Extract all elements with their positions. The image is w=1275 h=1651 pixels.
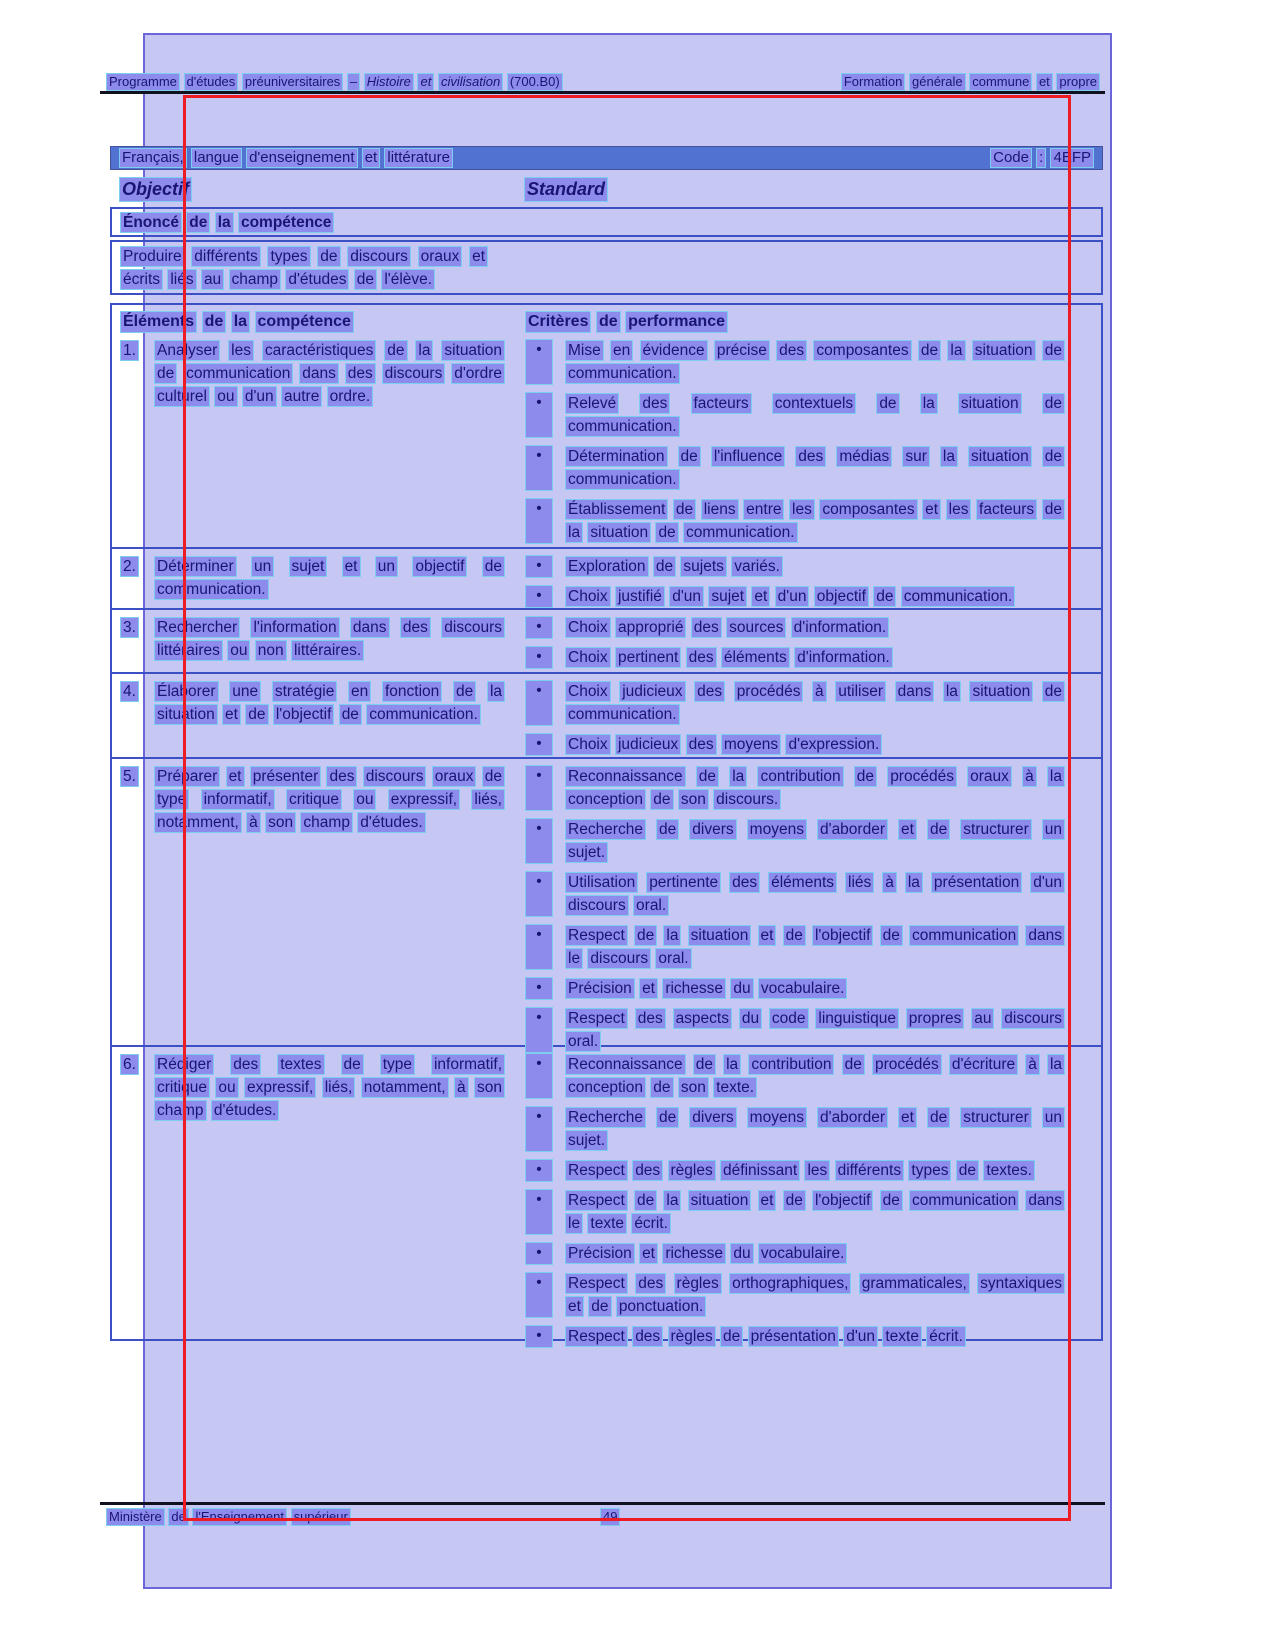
criterion-item [525,392,1065,438]
bullet-icon: • [525,1007,553,1053]
criterion-text: Respect des règles définissant les différents types de textes. [565,1159,1065,1182]
criteria-column-header: Critères de performance [525,311,728,333]
criterion-text: Reconnaissance de la contribution de procédés oraux à la conception de son discours. [565,765,1065,811]
criterion-text: Choix judicieux des procédés à utiliser dans la situation de communication. [565,680,1065,726]
enonce-statement-box [110,240,1103,295]
criterion-text: Respect de la situation et de l'objectif de communication dans le texte écrit. [565,1189,1065,1235]
footer-ministry: Ministère de l'Enseignement supérieur [106,1507,351,1526]
criterion-item [525,1189,1065,1235]
criteria-cell [525,339,1065,544]
bullet-icon: • [525,1242,553,1265]
criterion-item [525,339,1065,385]
row-separator [112,608,1101,610]
element-cell [120,680,505,726]
element-cell [120,1053,505,1122]
enonce-heading-box [110,207,1103,237]
criteria-cell [525,765,1065,1053]
bullet-icon: • [525,445,553,491]
header-rule [100,91,1105,94]
subject-title-bar [110,146,1103,170]
header-formation-label: Formation générale commune et propre [841,72,1100,91]
elements-column-header: Éléments de la compétence [120,311,354,333]
header-program-course: Histoire et civilisation [364,74,503,89]
criterion-item [525,555,1065,578]
standard-label: Standard [524,177,608,202]
course-code: Code : 4EFP [990,148,1094,169]
criterion-text: Choix pertinent des éléments d'information. [565,646,1065,669]
criterion-text: Détermination de l'influence des médias sur la situation de communication. [565,445,1065,491]
element-number: 6. [120,1053,150,1122]
criterion-text: Choix justifié d'un sujet et d'un objectif de communication. [565,585,1065,608]
element-text: Rédiger des textes de type informatif, critique ou expressif, liés, notamment, à son champ d'études. [154,1053,505,1122]
criterion-item [525,733,1065,756]
row-separator [112,547,1101,549]
enonce-statement: Produire différents types de discours oraux et écrits liés au champ d'études de l'élève. [120,245,488,291]
bullet-icon: • [525,977,553,1000]
bullet-icon: • [525,818,553,864]
header-program-code: (700.B0) [507,74,563,89]
criterion-text: Recherche de divers moyens d'aborder et de structurer un sujet. [565,818,1065,864]
criterion-item [525,765,1065,811]
bullet-icon: • [525,733,553,756]
criterion-item [525,498,1065,544]
criterion-item [525,445,1065,491]
bullet-icon: • [525,680,553,726]
bullet-icon: • [525,646,553,669]
element-number: 1. [120,339,150,408]
bullet-icon: • [525,555,553,578]
bullet-icon: • [525,392,553,438]
bullet-icon: • [525,765,553,811]
bullet-icon: • [525,924,553,970]
criterion-text: Mise en évidence précise des composantes de la situation de communication. [565,339,1065,385]
bullet-icon: • [525,1189,553,1235]
criterion-text: Précision et richesse du vocabulaire. [565,1242,1065,1265]
criterion-text: Respect des règles orthographiques, grammaticales, syntaxiques et de ponctuation. [565,1272,1065,1318]
element-cell [120,555,505,601]
header-program-prefix: Programme d'études préuniversitaires – [106,74,360,89]
element-text: Rechercher l'information dans des discours littéraires ou non littéraires. [154,616,505,662]
bullet-icon: • [525,1106,553,1152]
criterion-text: Respect des aspects du code linguistique propres au discours oral. [565,1007,1065,1053]
criterion-item [525,818,1065,864]
objectif-label: Objectif [119,177,192,202]
criterion-text: Recherche de divers moyens d'aborder et de structurer un sujet. [565,1106,1065,1152]
bullet-icon: • [525,339,553,385]
criteria-cell [525,680,1065,756]
bullet-icon: • [525,616,553,639]
element-number: 3. [120,616,150,662]
criterion-text: Utilisation pertinente des éléments liés à la présentation d'un discours oral. [565,871,1065,917]
criterion-text: Choix judicieux des moyens d'expression. [565,733,1065,756]
criterion-item [525,646,1065,669]
bullet-icon: • [525,1272,553,1318]
criterion-item [525,1242,1065,1265]
criterion-text: Exploration de sujets variés. [565,555,1065,578]
criteria-cell [525,555,1065,608]
element-number: 5. [120,765,150,834]
element-text: Analyser les caractéristiques de la situation de communication dans des discours d'ordre culturel ou d'un autre ordre. [154,339,505,408]
criterion-item [525,1159,1065,1182]
element-cell [120,616,505,662]
element-number: 4. [120,680,150,726]
criterion-item [525,1106,1065,1152]
criterion-item [525,977,1065,1000]
criterion-item [525,1325,1065,1348]
criterion-item [525,1053,1065,1099]
element-text: Préparer et présenter des discours oraux de type informatif, critique ou expressif, liés, notamment, à son champ d'études. [154,765,505,834]
element-text: Élaborer une stratégie en fonction de la situation et de l'objectif de communication. [154,680,505,726]
criterion-item [525,1007,1065,1053]
row-separator [112,672,1101,674]
criterion-text: Respect des règles de présentation d'un texte écrit. [565,1325,1065,1348]
element-text: Déterminer un sujet et un objectif de communication. [154,555,505,601]
criterion-item [525,1272,1065,1318]
criterion-item [525,616,1065,639]
criterion-text: Établissement de liens entre les composantes et les facteurs de la situation de communication. [565,498,1065,544]
subject-title: Français, langue d'enseignement et littérature [119,148,453,169]
criterion-item [525,924,1065,970]
bullet-icon: • [525,1053,553,1099]
element-cell [120,765,505,834]
element-number: 2. [120,555,150,601]
page-number: 49 [600,1507,620,1526]
bullet-icon: • [525,1325,553,1348]
enonce-heading: Énoncé de la compétence [120,212,1093,233]
bullet-icon: • [525,1159,553,1182]
row-separator [112,757,1101,759]
criterion-text: Choix approprié des sources d'information. [565,616,1065,639]
criterion-item [525,871,1065,917]
criterion-text: Reconnaissance de la contribution de procédés d'écriture à la conception de son texte. [565,1053,1065,1099]
bullet-icon: • [525,871,553,917]
header-program-title [106,72,563,91]
criteria-cell [525,616,1065,669]
criteria-cell [525,1053,1065,1348]
bullet-icon: • [525,585,553,608]
competence-table [110,303,1103,1345]
criterion-text: Respect de la situation et de l'objectif de communication dans le discours oral. [565,924,1065,970]
footer-rule [100,1502,1105,1505]
criterion-text: Précision et richesse du vocabulaire. [565,977,1065,1000]
criterion-text: Relevé des facteurs contextuels de la situation de communication. [565,392,1065,438]
criterion-item [525,585,1065,608]
criterion-item [525,680,1065,726]
bullet-icon: • [525,498,553,544]
element-cell [120,339,505,408]
